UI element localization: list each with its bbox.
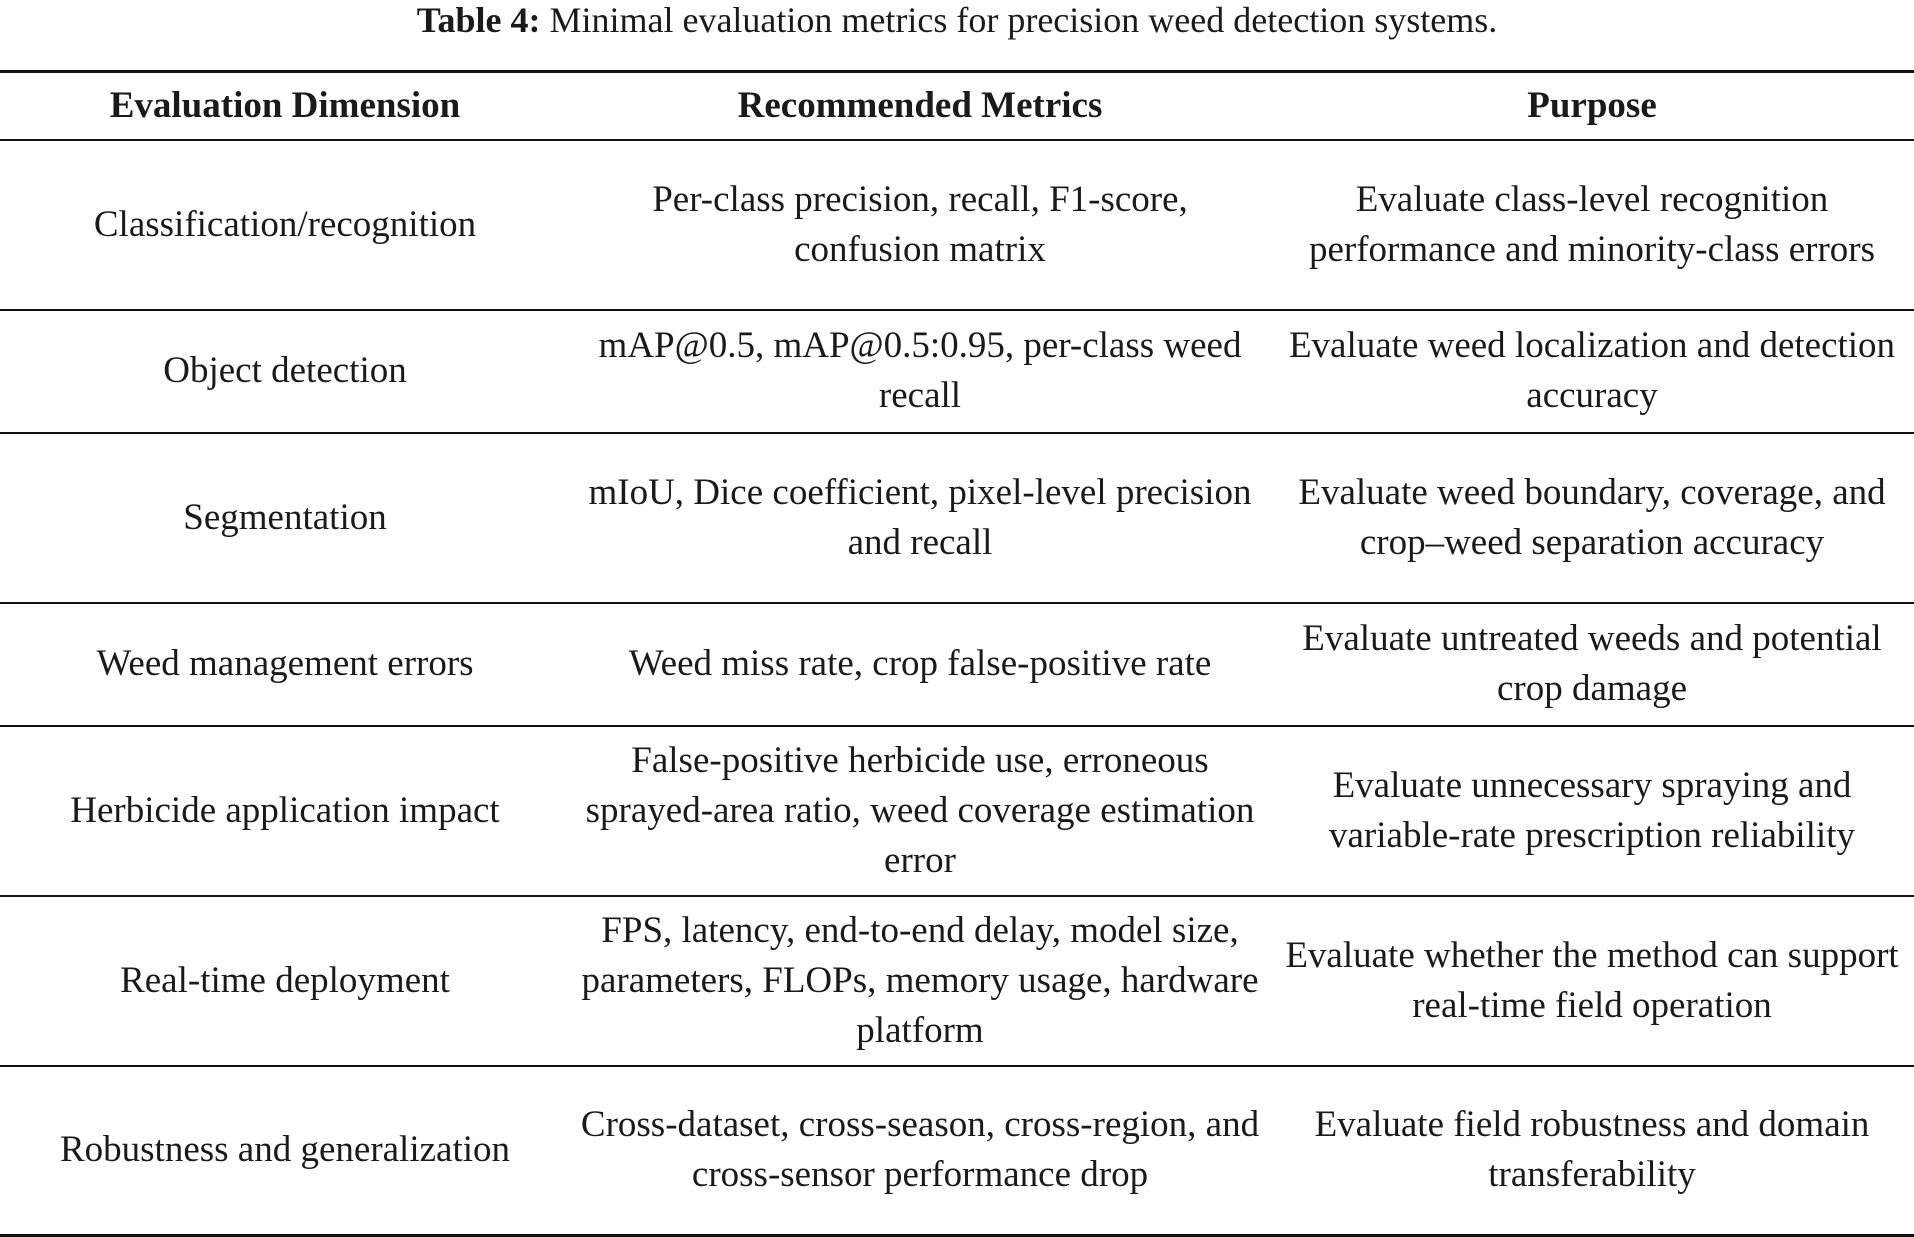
dimension-cell: Classification/recognition [93,203,477,245]
table-row [0,1066,1914,1236]
dimension-cell: Weed management errors [96,643,474,684]
table-row [0,726,1914,896]
dimension-cell: Robustness and generalization [59,1129,511,1171]
metrics-cell: mIoU, Dice coefficient, pixel-level precision and recall [588,471,1252,563]
table-row [0,140,1914,310]
purpose-cell: Evaluate untreated weeds and potential crop damage [1302,618,1882,709]
column-header-dimension: Evaluation Dimension [109,84,461,126]
dimension-cell: Object detection [163,350,407,391]
table-header-row [0,72,1914,140]
dimension-cell: Real-time deployment [120,959,450,1001]
column-header-purpose: Purpose [1527,84,1657,126]
purpose-cell: Evaluate field robustness and domain transferability [1314,1104,1870,1196]
metrics-cell: FPS, latency, end-to-end delay, model size, parameters, FLOPs, memory usage, hardware platform [581,909,1259,1051]
table-row [0,603,1914,726]
metrics-cell: Cross-dataset, cross-season, cross-region, and cross-sensor performance drop [580,1104,1260,1196]
metrics-table [0,70,1914,1237]
metrics-cell: mAP@0.5, mAP@0.5:0.95, per-class weed recall [598,325,1242,416]
dimension-cell: Herbicide application impact [70,789,500,831]
metrics-cell: False-positive herbicide use, erroneous sprayed-area ratio, weed coverage estimation error [585,739,1255,881]
purpose-cell: Evaluate class-level recognition performance and minority-class errors [1308,178,1876,270]
table-row [0,896,1914,1066]
table-caption-text: Minimal evaluation metrics for precision weed detection systems. [540,0,1498,40]
table-row [0,310,1914,433]
table-caption-label: Table 4: [416,0,541,40]
column-header-metrics: Recommended Metrics [737,84,1103,126]
dimension-cell: Segmentation [183,496,387,538]
purpose-cell: Evaluate weed boundary, coverage, and crop–weed separation accuracy [1298,471,1886,563]
metrics-cell: Per-class precision, recall, F1-score, confusion matrix [652,178,1188,270]
purpose-cell: Evaluate whether the method can support real-time field operation [1285,934,1899,1026]
metrics-cell: Weed miss rate, crop false-positive rate [628,643,1212,684]
purpose-cell: Evaluate weed localization and detection accuracy [1288,325,1896,416]
table-row [0,433,1914,603]
purpose-cell: Evaluate unnecessary spraying and variable-rate prescription reliability [1329,764,1855,856]
table-caption [0,0,1914,44]
